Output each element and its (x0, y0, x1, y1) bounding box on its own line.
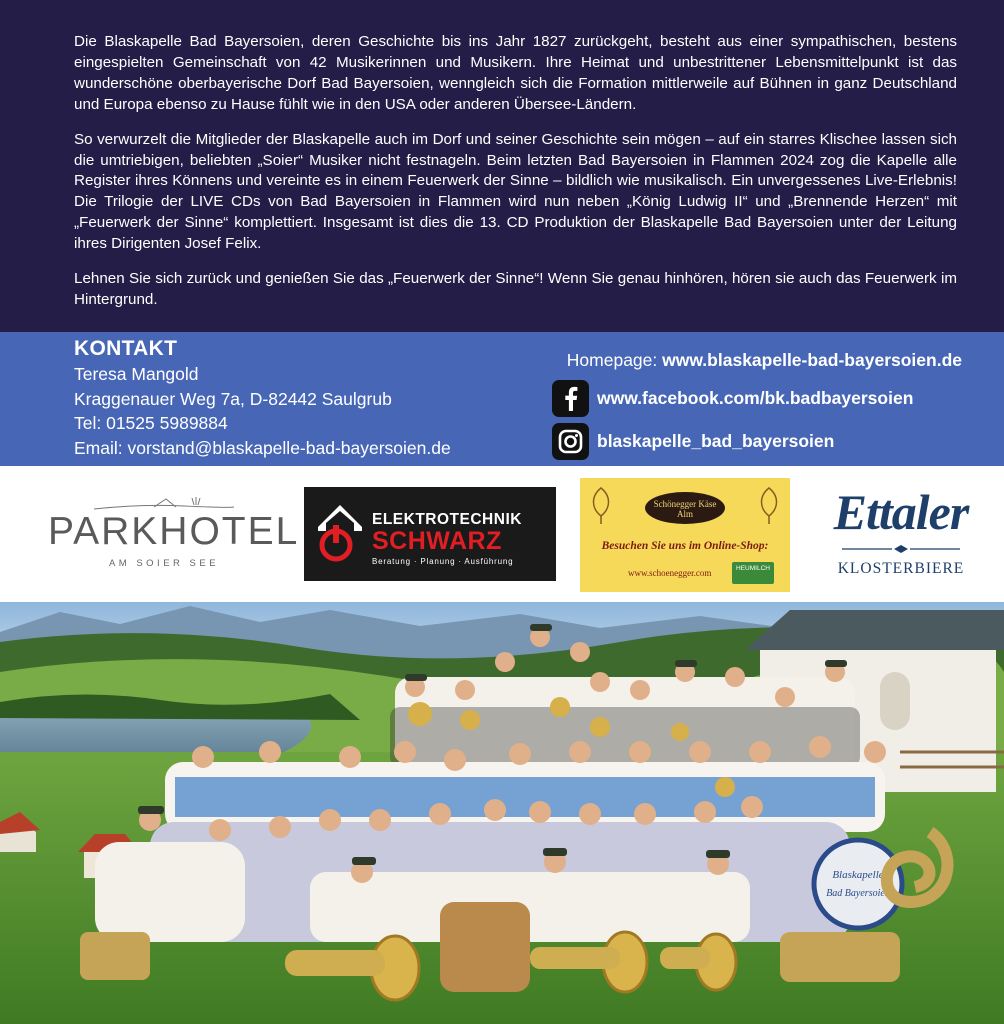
contact-section (0, 332, 1004, 466)
facebook-link[interactable]: www.facebook.com/bk.badbayersoien (597, 387, 914, 408)
schoenegger-url[interactable]: www.schoenegger.com (628, 568, 712, 578)
parkhotel-name: PARKHOTEL (48, 510, 300, 553)
band-group-image (0, 602, 1004, 1024)
drum-text-1: Blaskapelle (832, 869, 884, 881)
schoenegger-badge: Schönegger Käse Alm (645, 492, 725, 524)
parkhotel-subtitle: AM SOIER SEE (108, 558, 220, 569)
sponsor-logos (0, 466, 1004, 602)
ornament-icon (586, 486, 616, 526)
drum-text-2: Bad Bayersoien (826, 888, 890, 899)
house-power-icon (314, 501, 366, 565)
intro-paragraph-1: Die Blaskapelle Bad Bayersoien, deren Geschichte bis ins Jahr 1827 zurückgeht, besteht aus einer sympathischen, bestens eingespielten Gemeinschaft von 42 Musikerinnen und Musikern. Ihre Heimat und unbestrittener Lebensmittelpunkt ist das wunderschöne oberbayerische Dorf Bad Bayersoien, wenngleich sich die Formation mittlerweile auf Bühnen in ganz Deutschland und Europa ebenso zu Hause fühlt wie in den USA oder anderen Übersee-Ländern. (74, 33, 957, 113)
mountain-icon (94, 496, 234, 512)
facebook-row[interactable] (552, 379, 913, 417)
homepage-row (492, 348, 962, 372)
instagram-row[interactable] (552, 422, 834, 460)
elektro-tagline: Beratung · Planung · Ausführung (372, 557, 514, 566)
contact-name: Teresa Mangold (74, 364, 199, 384)
heumilch-seal: HEUMILCH (732, 562, 774, 584)
homepage-link[interactable]: www.blaskapelle-bad-bayersoien.de (662, 350, 962, 370)
instagram-link[interactable]: blaskapelle_bad_bayersoien (597, 430, 835, 451)
band-photo (0, 602, 1004, 1024)
ettaler-subtitle: KLOSTERBIERE (837, 560, 965, 577)
facebook-icon (552, 380, 589, 417)
parkhotel-logo (48, 494, 300, 576)
elektro-name: SCHWARZ (372, 527, 502, 555)
contact-email[interactable]: Email: vorstand@blaskapelle-bad-bayersoien.de (74, 437, 451, 458)
ettaler-logo (812, 484, 990, 584)
ornament-icon (842, 544, 960, 554)
contact-heading: KONTAKT (74, 337, 178, 360)
ettaler-name: Ettaler (833, 484, 969, 540)
schoenegger-text: Besuchen Sie uns im Online-Shop: (601, 540, 769, 552)
contact-address: Kraggenauer Weg 7a, D-82442 Saulgrub (74, 388, 392, 409)
contact-links (492, 348, 962, 451)
homepage-label: Homepage: (566, 350, 663, 370)
instagram-icon (552, 423, 589, 460)
contact-phone[interactable]: Tel: 01525 5989884 (74, 413, 228, 433)
intro-paragraph-2: So verwurzelt die Mitglieder der Blaskapelle auch im Dorf und seiner Geschichte sein mögen – auf ein starres Klischee lassen sich die umtriebigen, beliebten „Soier“ Musiker nicht festnageln. Beim letzten Bad Bayersoien in Flammen 2024 zog die Kapelle alle Register ihres Könnens und vereinte es in einem Feuerwerk der Sinne – bildlich wie musikalisch. Ein unvergessenes Live-Erlebnis! Die Trilogie der LIVE CDs von Bad Bayersoien in Flammen wird nun neben „König Ludwig II“ und „Brennende Herzen“ mit „Feuerwerk der Sinne“ komplettiert. Insgesamt ist dies die 13. CD Produktion der Blaskapelle Bad Bayersoien unter der Leitung ihres Dirigenten Josef Felix. (74, 130, 957, 253)
contact-details (74, 336, 451, 460)
schoenegger-logo (580, 478, 790, 592)
ornament-icon (754, 486, 784, 526)
intro-text-section (0, 0, 1004, 332)
elektrotechnik-schwarz-logo (304, 487, 556, 581)
intro-paragraph-3: Lehnen Sie sich zurück und genießen Sie das „Feuerwerk der Sinne“! Wenn Sie genau hinhören, hören sie auch das Feuerwerk im Hintergrund. (74, 270, 957, 308)
elektro-heading: ELEKTROTECHNIK (372, 511, 522, 528)
